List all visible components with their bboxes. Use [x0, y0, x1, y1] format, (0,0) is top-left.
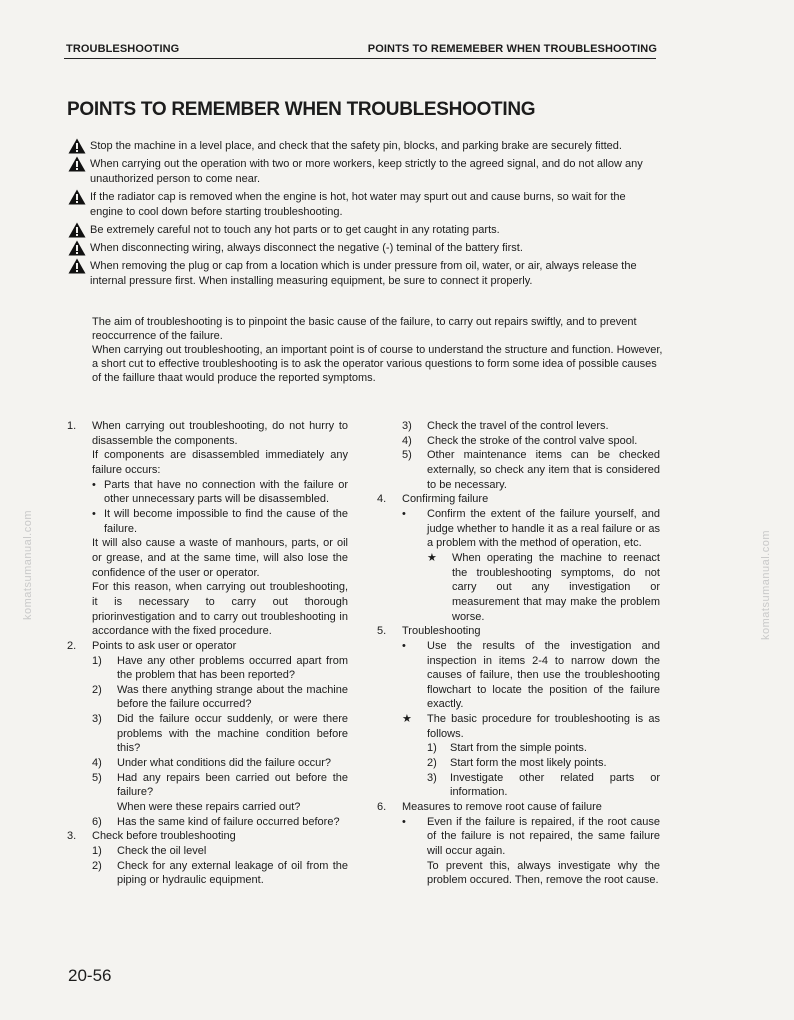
watermark-right: komatsumanual.com [760, 530, 772, 640]
warning-triangle-icon [68, 139, 90, 154]
item-number: 1. [67, 420, 77, 432]
item-5: 5. Troubleshooting • Use the results of the investigation and inspection in items 2-4 to narrow down the causes of failure, then use the troubleshooting flowchart to locate the position of the failure exactly. ★ The basic procedure for troubleshooting is as follows. 1) Start from the simple points. 2) Start form the most likely points. 3) Investigate other related parts or information. [377, 625, 660, 799]
item-6: 6. Measures to remove root cause of failure • Even if the failure is repaired, if the root cause of the failure is not repaired, the same failure will occur again. To prevent this, always investigate why the problem occured. Then, remove the root cause. [377, 801, 660, 887]
header-rule [64, 58, 656, 59]
bullet-item: • Confirm the extent of the failure yourself, and judge whether to handle it as a real failure or as a problem with the method of operation, etc. [402, 507, 660, 550]
sub-item: 6) Has the same kind of failure occurred before? [92, 815, 340, 828]
intro-paragraph: When carrying out troubleshooting, an important point is of course to understand the structure and function. However, a short cut to effective troubleshooting is to ask the operator various questions to form some idea of possible causes of the faillure thaat would produce the reported symptoms. [92, 344, 663, 384]
sub-item: 1) Have any other problems occurred apart from the problem that has been reported? [92, 654, 348, 682]
sub-item: 1) Start from the simple points. [427, 742, 587, 755]
bullet-item: • Even if the failure is repaired, if the root cause of the failure is not repaired, the same failure will occur again. To prevent this, always investigate why the problem occured. Then, remove the root cause. [402, 815, 660, 887]
watermark-left: komatsumanual.com [22, 510, 34, 620]
header-topic: POINTS TO REMEMEBER WHEN TROUBLESHOOTING [367, 43, 657, 55]
header-section: TROUBLESHOOTING [66, 43, 180, 55]
item-2: 2. Points to ask user or operator 1) Have any other problems occurred apart from the problem that has been reported? 2) Was there anything strange about the machine before the failure occurred? 3) Did the failure occur suddenly, or were there problems with the machine condition before this? 4) Under what conditions did the failure occur? 5) Had any repairs been carried out before the failure? When were these repairs carried out? 6) Has the same kind of failure occurred before? [67, 639, 348, 828]
star-note: ★ The basic procedure for troubleshooting is as follows. 1) Start from the simple points. 2) Start form the most likely points. 3) Investigate other related parts or information. [402, 713, 660, 799]
warning-item: When disconnecting wiring, always disconnect the negative (-) teminal of the battery first. [68, 241, 660, 256]
bullet-item: • Use the results of the investigation and inspection in items 2-4 to narrow down the causes of failure, then use the troubleshooting flowchart to locate the position of the failure exactly. [402, 639, 660, 711]
item-3-continued [377, 419, 660, 492]
warning-item: When carrying out the operation with two or more workers, keep strictly to the agreed signal, and do not allow any unauthorized person to come near. [68, 157, 660, 187]
left-column [67, 419, 348, 888]
sub-item: 4) Check the stroke of the control valve spool. [402, 434, 638, 447]
sub-item: 1) Check the oil level [92, 845, 207, 858]
sub-item: 2) Check for any external leakage of oil from the piping or hydraulic equipment. [92, 859, 348, 887]
warning-item: Be extremely careful not to touch any hot parts or to get caught in any rotating parts. [68, 223, 660, 238]
sub-item: 2) Was there anything strange about the machine before the failure occurred? [92, 683, 348, 711]
warning-triangle-icon [68, 259, 90, 274]
warning-list [68, 139, 660, 292]
sub-item: 3) Did the failure occur suddenly, or were there problems with the machine condition before this? [92, 713, 348, 755]
page-title: POINTS TO REMEMBER WHEN TROUBLESHOOTING [67, 99, 536, 120]
warning-item: When removing the plug or cap from a location which is under pressure from oil, water, or air, always release the internal pressure first. When installing measuring equipment, be sure to connect it properly. [68, 259, 660, 289]
item-number: 4. [377, 493, 387, 506]
page-number: 20-56 [68, 966, 112, 985]
intro-paragraph: The aim of troubleshooting is to pinpoint the basic cause of the failure, to carry out repairs swiftly, and to prevent reoccurrence of the failure. [92, 316, 637, 342]
warning-triangle-icon [68, 190, 90, 205]
item-3: 3. Check before troubleshooting 1) Check the oil level 2) Check for any external leakage of oil from the piping or hydraulic equipment. [67, 830, 348, 887]
item-number: 5. [377, 625, 387, 638]
sub-item: 3) Check the travel of the control levers. [402, 420, 609, 432]
sub-item: 2) Start form the most likely points. [427, 757, 607, 770]
sub-item: 4) Under what conditions did the failure occur? [92, 757, 332, 770]
item-1: 1. When carrying out troubleshooting, do not hurry to disassemble the components. If components are disassembled immediately any failure occurs: • Parts that have no connection with the failure or other unnecessary parts will be disassembled. • It will become impossible to find the cause of the failure. It will also cause a waste of manhours, parts, or oil or grease, and at the same time, will also lose the confidence of the user or operator. For this reason, when carrying out troubleshooting, it is necessary to carry out thorough priorinvestigation and to carry out troubleshooting in accordance with the fixed procedure. [67, 420, 348, 638]
intro-text [92, 315, 664, 385]
bullet-item: • It will become impossible to find the cause of the failure. [92, 507, 348, 535]
warning-triangle-icon [68, 157, 90, 172]
sub-item: 5) Other maintenance items can be checked externally, so check any item that is considered to be necessary. [402, 449, 660, 491]
item-number: 6. [377, 801, 387, 814]
right-column [377, 419, 660, 888]
sub-item: 3) Investigate other related parts or information. [427, 771, 660, 799]
item-4: 4. Confirming failure • Confirm the extent of the failure yourself, and judge whether to handle it as a real failure or as a problem with the method of operation, etc. ★ When operating the machine to reenact the troubleshooting symptoms, do not carry out any investigation or measurement that may make the problem worse. [377, 493, 660, 623]
bullet-item: • Parts that have no connection with the failure or other unnecessary parts will be disassembled. [92, 478, 348, 506]
sub-item: 5) Had any repairs been carried out before the failure? When were these repairs carried out? [92, 771, 348, 814]
warning-triangle-icon [68, 241, 90, 256]
warning-triangle-icon [68, 223, 90, 238]
item-number: 2. [67, 639, 77, 652]
item-number: 3. [67, 830, 77, 843]
star-note: ★ When operating the machine to reenact the troubleshooting symptoms, do not carry out any investigation or measurement that may make the problem worse. [427, 551, 660, 623]
warning-item: If the radiator cap is removed when the engine is hot, hot water may spurt out and cause burns, so wait for the engine to cool down before starting troubleshooting. [68, 190, 660, 220]
warning-item: Stop the machine in a level place, and check that the safety pin, blocks, and parking brake are securely fitted. [68, 139, 660, 154]
